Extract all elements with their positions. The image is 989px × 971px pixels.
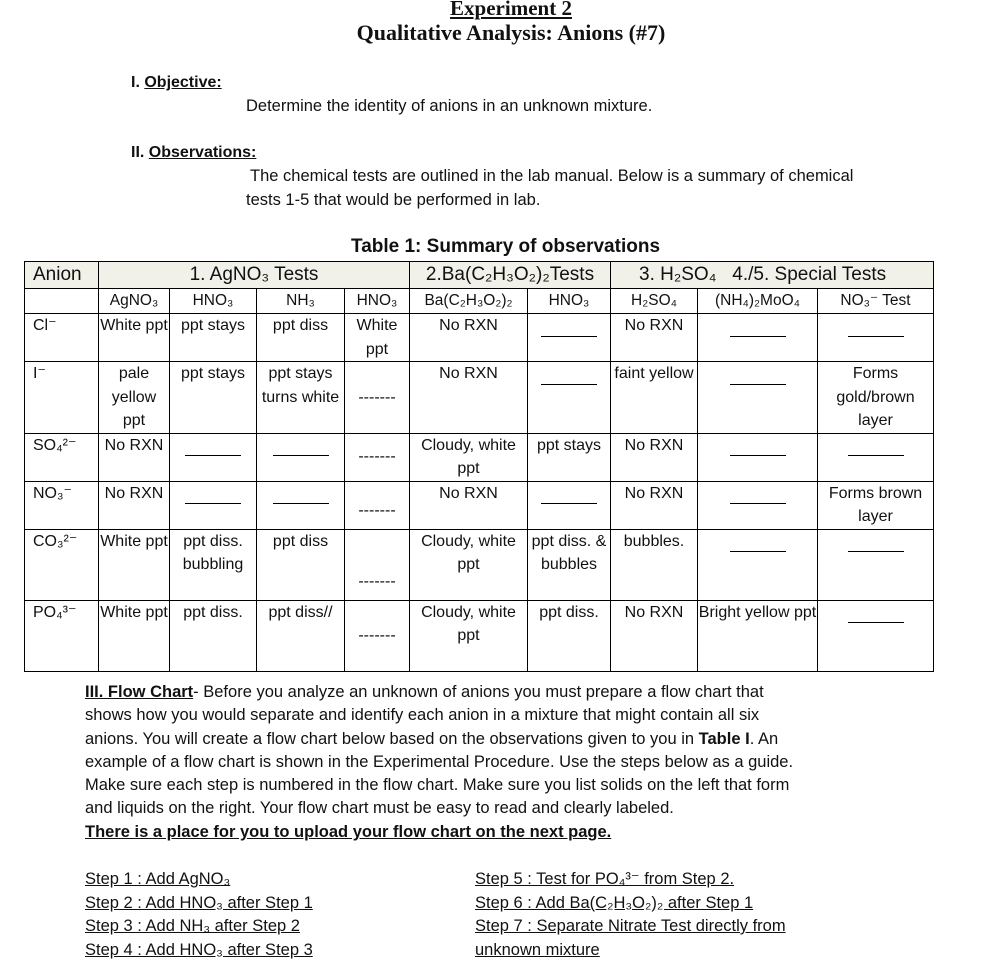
- observation-text: ppt diss.: [183, 603, 243, 621]
- observation-cell: [410, 362, 528, 434]
- step-item: Step 6 : Add Ba(C₂H₃O₂)₂ after Step 1: [475, 893, 754, 912]
- observation-cell: [410, 529, 528, 600]
- empty-dash: [185, 455, 241, 456]
- observation-text: -------: [358, 626, 396, 644]
- observation-text: White ppt: [100, 532, 168, 550]
- observation-text: -------: [358, 448, 396, 466]
- observation-cell: [611, 433, 698, 481]
- table-row: [25, 362, 934, 434]
- observation-cell: [345, 600, 410, 671]
- table-title: Table 1: Summary of observations: [351, 236, 661, 257]
- subheader-reagent: AgNO₃: [99, 289, 170, 314]
- observation-cell: [818, 529, 934, 600]
- observation-cell: [528, 600, 611, 671]
- observation-text: White ppt: [100, 603, 168, 621]
- observation-cell: [345, 481, 410, 529]
- observation-text: No RXN: [104, 436, 164, 454]
- observation-cell: [698, 314, 818, 362]
- observation-cell: [611, 600, 698, 671]
- anion-cell: [25, 362, 99, 434]
- observation-text: Forms gold/brown layer: [836, 365, 915, 429]
- empty-dash: [730, 551, 786, 552]
- observation-cell: [410, 314, 528, 362]
- flow-line-6: and liquids on the right. Your flow chart must be easy to read and clearly labeled.: [85, 799, 674, 818]
- observation-cell: [170, 362, 257, 434]
- step-item: Step 7 : Separate Nitrate Test directly from: [475, 917, 786, 935]
- observation-cell: [528, 529, 611, 600]
- observation-cell: [698, 362, 818, 434]
- step-item: Step 5 : Test for PO₄³⁻ from Step 2.: [475, 870, 735, 888]
- subheader-reagent: Ba(C₂H₃O₂)₂: [410, 289, 528, 314]
- observation-cell: [99, 481, 170, 529]
- table-row: [25, 600, 934, 671]
- flow-chart-section: [85, 681, 945, 844]
- observations-line-2: tests 1-5 that would be performed in lab.: [246, 191, 541, 209]
- observation-text: No RXN: [624, 603, 684, 621]
- table-row: [25, 529, 934, 600]
- observation-cell: [698, 529, 818, 600]
- header-special-group: [611, 262, 934, 289]
- observation-cell: [410, 600, 528, 671]
- empty-dash: [541, 384, 597, 385]
- observation-text: No RXN: [624, 484, 684, 502]
- observation-text: White ppt: [100, 317, 168, 334]
- observation-cell: [410, 481, 528, 529]
- observation-cell: [257, 481, 345, 529]
- observation-cell: [99, 314, 170, 362]
- empty-dash: [848, 455, 904, 456]
- empty-dash: [848, 551, 904, 552]
- observation-cell: [410, 433, 528, 481]
- subheader-reagent: HNO₃: [528, 289, 611, 314]
- header-special-tests: 4./5. Special Tests: [732, 264, 887, 285]
- observations-line-1: The chemical tests are outlined in the lab manual. Below is a summary of chemical: [250, 167, 854, 185]
- observation-text: Cloudy, white ppt: [421, 603, 516, 644]
- document-header: [0, 0, 989, 46]
- observation-cell: [345, 529, 410, 600]
- steps-left-column: [85, 868, 313, 962]
- observation-text: ppt stays turns white: [261, 365, 340, 406]
- observation-text: ppt diss. bubbling: [182, 532, 244, 573]
- observation-cell: [170, 314, 257, 362]
- flow-line-5: Make sure each step is numbered in the flow chart. Make sure you list solids on the left that form: [85, 776, 790, 795]
- header-anion: Anion: [25, 262, 99, 289]
- observation-text: No RXN: [439, 484, 498, 502]
- empty-dash: [730, 336, 786, 337]
- experiment-subtitle: Qualitative Analysis: Anions (#7): [356, 20, 666, 45]
- subheader-reagent: HNO₃: [170, 289, 257, 314]
- experiment-title: Experiment 2: [450, 0, 572, 20]
- observation-cell: [170, 600, 257, 671]
- observation-text: ppt diss.: [539, 603, 599, 621]
- empty-dash: [273, 455, 329, 456]
- flow-chart-heading: III. Flow Chart: [85, 683, 194, 701]
- observation-cell: [818, 362, 934, 434]
- anion-label: CO₃²⁻: [33, 532, 78, 550]
- empty-dash: [730, 503, 786, 504]
- observation-text: ppt stays: [536, 436, 602, 454]
- observation-text: pale yellow ppt: [111, 365, 157, 429]
- subheader-blank: [25, 289, 99, 314]
- observation-text: No RXN: [624, 436, 684, 454]
- flow-text: - Before you analyze an unknown of anions you must prepare a flow chart that: [193, 683, 764, 701]
- flow-line-1: [85, 681, 945, 704]
- observation-cell: [611, 362, 698, 434]
- flow-line-3: [85, 728, 945, 751]
- observation-cell: [818, 481, 934, 529]
- observations-number: II.: [131, 144, 145, 161]
- anion-label: PO₄³⁻: [33, 603, 77, 621]
- header-h2so4: 3. H₂SO₄: [639, 264, 717, 285]
- step-item: Step 3 : Add NH₃ after Step 2: [85, 917, 300, 935]
- anion-cell: [25, 481, 99, 529]
- observation-cell: [99, 362, 170, 434]
- empty-dash: [730, 455, 786, 456]
- anion-label: I⁻: [33, 365, 46, 382]
- table-row: [25, 481, 934, 529]
- observation-text: ppt stays: [180, 365, 246, 382]
- observation-cell: [528, 481, 611, 529]
- observation-cell: [257, 433, 345, 481]
- step-item: Step 1 : Add AgNO₃: [85, 870, 231, 888]
- observation-cell: [611, 529, 698, 600]
- subheader-reagent: (NH₄)₂MoO₄: [698, 289, 818, 314]
- empty-dash: [185, 503, 241, 504]
- observation-text: -------: [358, 573, 396, 590]
- observation-text: No RXN: [439, 365, 498, 382]
- observation-text: Cloudy, white ppt: [421, 436, 516, 477]
- upload-note: There is a place for you to upload your flow chart on the next page.: [85, 822, 612, 841]
- table-row: [25, 433, 934, 481]
- observation-cell: [345, 314, 410, 362]
- observation-cell: [528, 314, 611, 362]
- anion-cell: [25, 433, 99, 481]
- step-item: unknown mixture: [475, 940, 600, 959]
- observation-text: No RXN: [624, 317, 684, 334]
- observation-text: Cloudy, white ppt: [421, 532, 516, 573]
- header-agno3-tests: 1. AgNO₃ Tests: [99, 262, 410, 289]
- steps-right-column: [475, 868, 786, 962]
- observation-cell: [257, 362, 345, 434]
- anion-cell: [25, 314, 99, 362]
- observation-cell: [345, 362, 410, 434]
- empty-dash: [848, 622, 904, 623]
- objective-heading: [131, 74, 222, 92]
- flow-line-4: example of a flow chart is shown in the Experimental Procedure. Use the steps below as a guide.: [85, 752, 794, 771]
- observation-cell: [345, 433, 410, 481]
- observation-cell: [611, 314, 698, 362]
- empty-dash: [273, 503, 329, 504]
- observation-cell: [99, 529, 170, 600]
- empty-dash: [541, 503, 597, 504]
- step-item: Step 4 : Add HNO₃ after Step 3: [85, 940, 313, 959]
- objective-text: Determine the identity of anions in an unknown mixture.: [246, 97, 653, 115]
- observation-cell: [99, 433, 170, 481]
- observation-text: No RXN: [439, 317, 498, 334]
- observations-heading: [131, 144, 256, 162]
- observation-text: ppt diss. & bubbles: [531, 532, 607, 573]
- observation-cell: [698, 433, 818, 481]
- table-sub-header-row: [25, 289, 934, 314]
- observation-text: -------: [358, 502, 396, 519]
- observation-text: ppt diss//: [268, 603, 333, 621]
- subheader-reagent: NO₃⁻ Test: [818, 289, 934, 314]
- observation-text: Bright yellow ppt: [698, 603, 817, 621]
- anion-cell: [25, 529, 99, 600]
- subheader-reagent: HNO₃: [345, 289, 410, 314]
- objective-label: Objective:: [144, 74, 222, 91]
- observation-cell: [257, 600, 345, 671]
- observations-table: [24, 261, 934, 672]
- observation-cell: [698, 481, 818, 529]
- observation-cell: [528, 433, 611, 481]
- observation-cell: [170, 481, 257, 529]
- anion-label: SO₄²⁻: [33, 436, 77, 454]
- empty-dash: [730, 384, 786, 385]
- empty-dash: [848, 336, 904, 337]
- observation-text: ppt stays: [180, 317, 246, 334]
- observation-text: -------: [358, 388, 396, 406]
- objective-number: I.: [131, 74, 140, 91]
- observation-text: Forms brown layer: [828, 484, 923, 525]
- observation-text: faint yellow: [614, 365, 694, 382]
- observation-text: ppt diss: [272, 317, 329, 334]
- flow-text: . An: [749, 729, 779, 748]
- anion-cell: [25, 600, 99, 671]
- observation-cell: [818, 314, 934, 362]
- table-body: [25, 314, 934, 672]
- observation-cell: [528, 362, 611, 434]
- flow-text: anions. You will create a flow chart below based on the observations given to you in: [85, 729, 699, 748]
- observation-cell: [257, 529, 345, 600]
- observation-cell: [99, 600, 170, 671]
- observation-cell: [170, 433, 257, 481]
- subheader-reagent: NH₃: [257, 289, 345, 314]
- observation-cell: [611, 481, 698, 529]
- observation-text: ppt diss: [272, 532, 329, 550]
- observation-cell: [818, 600, 934, 671]
- step-item: Step 2 : Add HNO₃ after Step 1: [85, 893, 313, 912]
- anion-label: NO₃⁻: [33, 484, 72, 502]
- empty-dash: [541, 336, 597, 337]
- table-reference: Table I: [698, 729, 750, 748]
- observation-text: White ppt: [356, 317, 398, 358]
- anion-label: Cl⁻: [33, 317, 57, 334]
- observation-cell: [170, 529, 257, 600]
- table-row: [25, 314, 934, 362]
- observation-text: No RXN: [104, 484, 164, 502]
- header-ba-tests: 2.Ba(C₂H₃O₂)₂Tests: [410, 262, 611, 289]
- observation-cell: [698, 600, 818, 671]
- flow-line-2: shows how you would separate and identify each anion in a mixture that might contain all six: [85, 706, 760, 725]
- observations-label: Observations:: [148, 144, 257, 161]
- subheader-reagent: H₂SO₄: [611, 289, 698, 314]
- observation-text: bubbles.: [623, 532, 685, 550]
- observation-cell: [257, 314, 345, 362]
- table-group-header-row: [25, 262, 934, 289]
- observation-cell: [818, 433, 934, 481]
